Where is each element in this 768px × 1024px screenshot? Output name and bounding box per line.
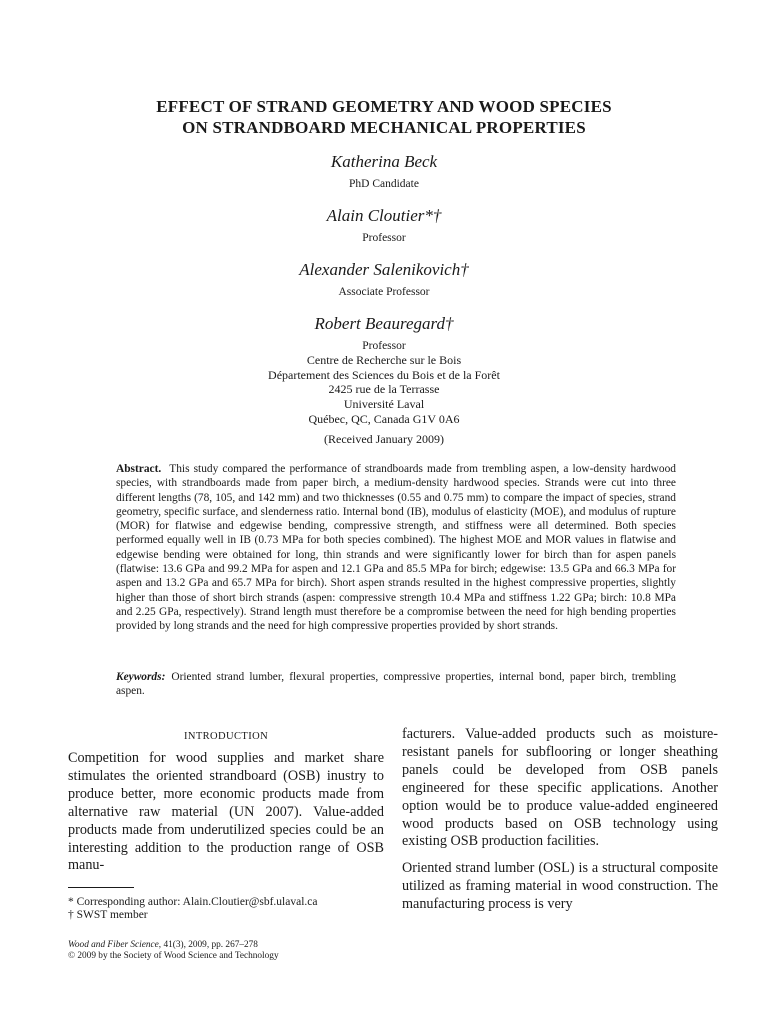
journal-volume: , 41(3), 2009, pp. 267–278 [158, 940, 258, 950]
affiliation-line: Département des Sciences du Bois et de la Forêt [268, 367, 500, 382]
keywords [116, 670, 676, 699]
author-name: Alexander Salenikovich† [299, 260, 469, 279]
title-line-2: ON STRANDBOARD MECHANICAL PROPERTIES [182, 118, 586, 137]
keywords-text: Oriented strand lumber, flexural properties, compressive properties, internal bond, paper birch, trembling aspen. [116, 671, 676, 698]
section-heading-introduction: INTRODUCTION [183, 731, 269, 742]
affiliation [0, 353, 768, 427]
body-paragraph: Competition for wood supplies and market share stimulates the oriented strandboard (OSB) inustry to produce better, more economic products made from alternative raw material (UN 2007). Value-added products made from underutilized species could be an interesting addition to the production range of OSB manu- [68, 750, 384, 874]
author-name: Alain Cloutier*† [326, 206, 442, 225]
author-role: Associate Professor [338, 286, 430, 298]
affiliation-line: Québec, QC, Canada G1V 0A6 [308, 411, 460, 426]
body-paragraph: Oriented strand lumber (OSL) is a structural composite utilized as framing material in wood construction. The manufacturing process is very [402, 860, 718, 913]
abstract-label: Abstract. [116, 463, 162, 475]
footnote-corresponding-author: * Corresponding author: Alain.Cloutier@sbf.ulaval.ca [68, 896, 318, 908]
author-name: Robert Beauregard† [314, 314, 454, 333]
journal-citation [68, 940, 398, 951]
footnote-swst-member: † SWST member [68, 909, 148, 922]
affiliation-line: Université Laval [343, 397, 425, 412]
title-line-1: EFFECT OF STRAND GEOMETRY AND WOOD SPECIES [156, 97, 612, 116]
received-date: (Received January 2009) [324, 432, 444, 446]
author-role: PhD Candidate [349, 178, 419, 190]
paper-title [0, 96, 768, 138]
author-role: Professor [362, 232, 406, 244]
author-role: Professor [362, 340, 406, 352]
footnote-divider [68, 887, 134, 888]
journal-footer [68, 940, 398, 962]
left-column [68, 750, 384, 875]
affiliation-line: Centre de Recherche sur le Bois [306, 353, 462, 367]
copyright-notice: © 2009 by the Society of Wood Science and Technology [68, 951, 279, 961]
author-name: Katherina Beck [330, 152, 438, 171]
body-paragraph: facturers. Value-added products such as moisture-resistant panels for subflooring or longer sheathing panels could be developed from OSB panels engineered for these specific applications. Another option would be to produce value-added engineered wood products based on OSB technology using existing OSB production facilities. [402, 726, 718, 850]
abstract [116, 462, 676, 634]
abstract-text: This study compared the performance of strandboards made from trembling aspen, a low-density hardwood species, with strandboards made from paper birch, a medium-density hardwood species. Strands were cut into three different lengths (78, 105, and 142 mm) and two thicknesses (0.55 and 0.75 mm) to compare the impact of species, strand geometry, specific surface, and slenderness ratio. Internal bond (IB), modulus of elasticity (MOE), and modulus of rupture (MOR) for flatwise and edgewise bending, compressive strength, and stiffness were all determined. Both species performed equally well in IB (0.73 MPa for both species combined). The highest MOE and MOR values in flatwise and edgewise bending were obtained for long, thin strands and were significantly lower for birch than for aspen panels (flatwise: 13.6 GPa and 99.2 MPa for aspen and 12.1 GPa and 85.5 MPa for birch; edgewise: 13.5 GPa and 66.3 MPa for aspen and 13.2 GPa and 65.7 MPa for birch). Short aspen strands resulted in the highest compressive properties, slightly higher than those of short birch strands (aspen: compressive strength 10.4 MPa and stiffness 1.22 GPa; birch: 10.8 MPa and 2.25 GPa, respectively). Strand length must therefore be a compromise between the need for high bending properties provided by long strands and the need for high compressive properties provided by short strands. [116, 463, 676, 633]
right-column [402, 726, 718, 914]
journal-name: Wood and Fiber Science [68, 940, 159, 950]
footnotes [68, 896, 388, 922]
keywords-label: Keywords: [116, 671, 166, 683]
affiliation-line: 2425 rue de la Terrasse [328, 382, 440, 397]
